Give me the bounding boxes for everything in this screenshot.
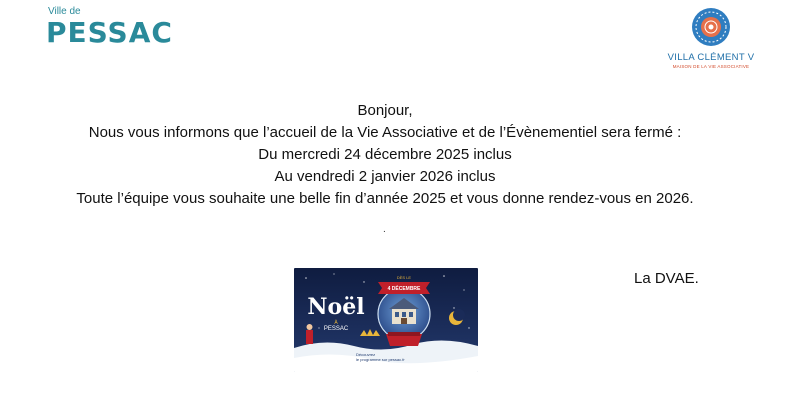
banner-date: 4 DÉCEMBRE: [387, 286, 421, 292]
banner-des-le: DÈS LE: [396, 275, 412, 280]
message-line-2: Du mercredi 24 décembre 2025 inclus: [258, 146, 512, 163]
villa-clement-logo: [667, 6, 755, 74]
villa-logo-name: VILLA CLÉMENT V: [667, 52, 755, 63]
pessac-logo: [46, 6, 176, 49]
banner-pessac: PESSAC: [323, 326, 349, 332]
message-line-3: Au vendredi 2 janvier 2026 inclus: [274, 168, 496, 185]
pessac-logo-prefix: Ville de: [48, 6, 81, 17]
message-line-1: Nous vous informons que l’accueil de la Vie Associative et de l’Évènementiel sera fermé :: [88, 124, 682, 141]
nutcracker-icon: [306, 330, 313, 344]
noel-banner[interactable]: [294, 268, 478, 372]
signature: La DVAE.: [634, 270, 699, 287]
separator-dot: .: [383, 224, 386, 235]
noel-banner-illustration: [294, 268, 478, 372]
banner-cta-line-1: Découvrez: [356, 352, 376, 357]
closure-message: [0, 100, 770, 210]
villa-emblem-icon: [691, 7, 731, 47]
banner-cta-line-2: le programme sur pessac.fr: [356, 357, 405, 362]
message-line-4: Toute l’équipe vous souhaite une belle fin d’année 2025 et vous donne rendez-vous en 2026.: [76, 190, 694, 207]
pessac-logo-wordmark: PESSAC: [46, 16, 173, 49]
banner-title: Noël: [307, 294, 365, 320]
greeting: Bonjour,: [357, 102, 413, 119]
banner-a: À: [334, 320, 338, 326]
villa-logo-subtitle: MAISON DE LA VIE ASSOCIATIVE: [672, 64, 750, 69]
